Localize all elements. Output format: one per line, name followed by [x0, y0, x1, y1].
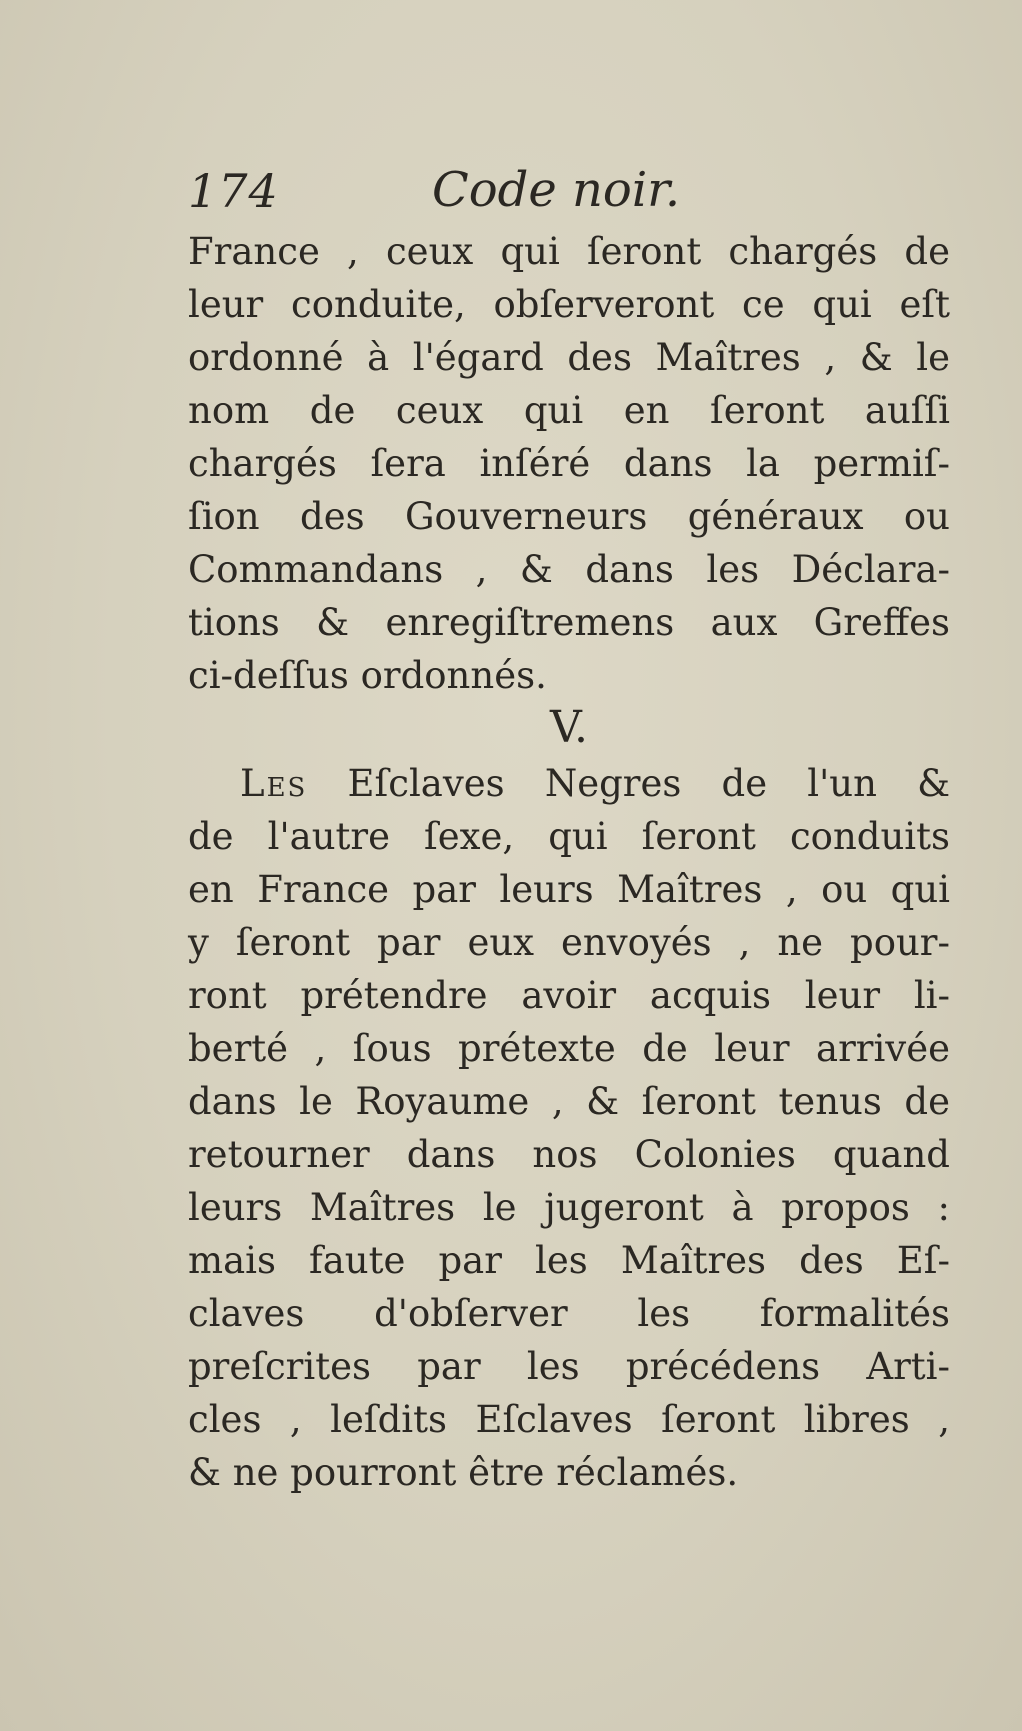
text-line-first [188, 757, 950, 810]
text-line: ſion des Gouverneurs généraux ou [188, 495, 950, 538]
first-word: Les [240, 762, 308, 805]
text-line: de l'autre ſexe, qui ſeront conduits [188, 815, 950, 858]
running-title: Code noir. [432, 162, 681, 218]
text-line: mais faute par les Maîtres des Eſ- [188, 1239, 950, 1282]
text-line: ci-deſſus ordonnés. [188, 654, 547, 697]
page-number: 174 [188, 164, 279, 218]
text-line: claves d'obſerver les formalités [188, 1292, 950, 1335]
text-line: & ne pourront être réclamés. [188, 1451, 739, 1494]
article-number: V. [549, 702, 589, 753]
text-line: y ſeront par eux envoyés , ne pour- [188, 921, 950, 964]
text-line: Commandans , & dans les Déclara- [188, 548, 950, 591]
page-header [188, 162, 948, 222]
text-line: retourner dans nos Colonies quand [188, 1133, 950, 1176]
first-line-rest: Eſclaves Negres de l'un & [347, 762, 951, 805]
article-paragraph [188, 757, 950, 1499]
text-line: ront prétendre avoir acquis leur li- [188, 974, 950, 1017]
text-line: dans le Royaume , & ſeront tenus de [188, 1080, 950, 1123]
text-line: preſcrites par les précédens Arti- [188, 1345, 950, 1388]
text-line: tions & enregiſtremens aux Greffes [188, 601, 950, 644]
text-line: leur conduite, obſerveront ce qui eſt [188, 283, 950, 326]
text-line: nom de ceux qui en ſeront auſſi [188, 389, 950, 432]
text-line: en France par leurs Maîtres , ou qui [188, 868, 950, 911]
text-line: leurs Maîtres le jugeront à propos : [188, 1186, 950, 1229]
text-line: ordonné à l'égard des Maîtres , & le [188, 336, 950, 379]
text-line: berté , ſous prétexte de leur arrivée [188, 1027, 950, 1070]
text-line: chargés ſera inſéré dans la permiſ- [188, 442, 950, 485]
text-line: France , ceux qui ſeront chargés de [188, 230, 950, 273]
paragraph-continuation [188, 225, 950, 702]
text-line: cles , leſdits Eſclaves ſeront libres , [188, 1398, 950, 1441]
